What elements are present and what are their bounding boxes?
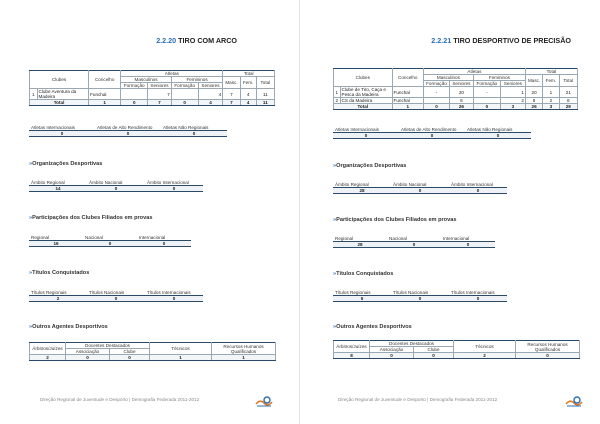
col-ambito-internacional: Âmbito Internacional	[145, 180, 203, 186]
row-index: 1	[30, 89, 38, 100]
val-titulos-regionais: 2	[29, 296, 87, 302]
col-clubes: Clubes	[30, 71, 89, 89]
val-atletas-internacionais: 0	[29, 131, 95, 137]
cell-fem-seniores: 4	[198, 89, 223, 100]
col-atletas-alto-rendimento: Atletas de Alto Rendimento	[399, 127, 465, 133]
val-titulos-nacionais: 0	[391, 296, 449, 302]
col-titulos-regionais: Títulos Regionais	[333, 290, 391, 296]
val-atletas-alto-rendimento: 0	[95, 131, 161, 137]
val-nacional: 0	[83, 241, 137, 247]
section-title: Participações dos Clubes Filiados em provas	[32, 215, 153, 221]
section-marker: »	[333, 163, 337, 169]
col-total: Total	[223, 71, 275, 77]
col-recursos-humanos: Recursos Humanos Qualificados	[212, 343, 276, 355]
section-title: Participações dos Clubes Filiados em provas	[336, 217, 457, 223]
val-nacional: 0	[387, 242, 441, 248]
col-recursos-humanos: Recursos Humanos Qualificados	[516, 341, 580, 353]
col-atletas-nao-regionais: Atletas Não Regionais	[161, 125, 227, 131]
section-marker: »	[29, 270, 33, 276]
total-masc-seniores: 7	[148, 100, 172, 106]
footer-text: Direção Regional de Juventude e Desporto | Demografia Federada 2011-2012	[40, 397, 200, 402]
cell-fem-seniores: 1	[500, 87, 525, 98]
other-agents-table	[29, 342, 276, 361]
col-ambito-nacional: Âmbito Nacional	[87, 180, 145, 186]
col-atletas-alto-rendimento: Atletas de Alto Rendimento	[95, 125, 161, 131]
col-clubes: Clubes	[334, 69, 393, 87]
val-ambito-internacional: 0	[449, 188, 507, 194]
val-ambito-nacional: 0	[87, 186, 145, 192]
col-ambito-regional: Âmbito Regional	[333, 182, 391, 188]
section-participacoes	[333, 217, 456, 223]
val-ambito-regional: 28	[333, 188, 391, 194]
col-titulos-internacionais: Títulos Internacionais	[449, 290, 507, 296]
cell-total-total: 11	[256, 89, 274, 100]
col-arbitros: Árbitros/Juízes	[334, 341, 370, 353]
cell-masc-formacao: -	[423, 87, 449, 98]
total-concelho: 1	[392, 104, 423, 110]
col-associacao: Associação	[370, 347, 414, 353]
col-total-masc: Masc.	[525, 75, 542, 87]
val-clube: 0	[110, 355, 150, 361]
titles-table	[29, 290, 203, 302]
col-fem-formacao: Formação	[473, 81, 500, 87]
total-row	[334, 104, 578, 110]
col-masc-seniores: Seniores	[148, 83, 172, 89]
col-arbitros: Árbitros/Juízes	[30, 343, 66, 355]
col-docentes: Docentes Destacados	[370, 341, 454, 347]
col-titulos-nacionais: Títulos Nacionais	[87, 290, 145, 296]
col-docentes: Docentes Destacados	[66, 343, 150, 349]
total-row	[30, 100, 275, 106]
col-tecnicos: Técnicos	[454, 341, 516, 353]
val-regional: 16	[29, 241, 83, 247]
col-masculinos: Masculinos	[121, 77, 171, 83]
col-concelho: Concelho	[392, 69, 423, 87]
col-clube: Clube	[110, 349, 150, 355]
page-title	[156, 36, 237, 45]
cell-fem-seniores: 2	[500, 98, 525, 104]
val-regional: 28	[333, 242, 387, 248]
col-fem-formacao: Formação	[171, 83, 198, 89]
val-arbitros: 8	[334, 353, 370, 359]
val-ambito-regional: 14	[29, 186, 87, 192]
val-atletas-internacionais: 0	[333, 133, 399, 139]
val-recursos-humanos: 1	[212, 355, 276, 361]
cell-total-fem: 2	[543, 98, 559, 104]
col-atletas: Atletas	[423, 69, 525, 75]
total-masc-seniores: 26	[449, 104, 473, 110]
total-fem-formacao: 0	[473, 104, 500, 110]
col-regional: Regional	[29, 235, 83, 241]
val-tecnicos: 2	[454, 353, 516, 359]
col-nacional: Nacional	[387, 236, 441, 242]
total-total-fem: 4	[240, 100, 256, 106]
col-clube: Clube	[414, 347, 454, 353]
col-total-total: Total	[256, 77, 274, 89]
section-organizacoes	[333, 163, 406, 169]
row-index: 1	[334, 87, 341, 98]
col-masc-formacao: Formação	[121, 83, 148, 89]
col-total-fem: Fem.	[240, 77, 256, 89]
col-total-total: Total	[559, 75, 578, 87]
total-fem-seniores: 3	[500, 104, 525, 110]
val-internacional: 0	[441, 242, 495, 248]
other-agents-table	[333, 340, 580, 359]
col-associacao: Associação	[66, 349, 110, 355]
total-total-total: 29	[559, 104, 578, 110]
val-titulos-regionais: 5	[333, 296, 391, 302]
val-tecnicos: 1	[150, 355, 212, 361]
footer-text: Direção Regional de Juventude e Desporto | Demografia Federada 2011-2012	[338, 397, 498, 402]
col-masculinos: Masculinos	[423, 75, 473, 81]
cell-fem-formacao	[171, 89, 198, 100]
col-tecnicos: Técnicos	[150, 343, 212, 355]
col-total-fem: Fem.	[543, 75, 559, 87]
col-nacional: Nacional	[83, 235, 137, 241]
val-associacao: 0	[370, 353, 414, 359]
participations-table	[333, 236, 495, 248]
cell-total-masc: 6	[525, 98, 542, 104]
row-index: 2	[335, 98, 339, 103]
total-masc-formacao: 0	[121, 100, 148, 106]
section-marker: »	[29, 161, 33, 167]
section-titulos	[29, 270, 89, 276]
total-label: Total	[30, 100, 89, 106]
total-fem-seniores: 4	[198, 100, 223, 106]
col-atletas-nao-regionais: Atletas Não Regionais	[465, 127, 531, 133]
club-concelho: Funchal	[89, 89, 121, 100]
right-page	[300, 0, 600, 424]
section-title: Títulos Conquistados	[32, 270, 90, 276]
section-outros-agentes	[333, 324, 412, 330]
cell-masc-seniores: 20	[449, 87, 473, 98]
cell-total-fem: 1	[543, 87, 559, 98]
val-clube: 0	[414, 353, 454, 359]
cell-total-total: 8	[559, 98, 578, 104]
col-internacional: Internacional	[137, 235, 191, 241]
val-arbitros: 2	[30, 355, 66, 361]
col-ambito-nacional: Âmbito Nacional	[391, 182, 449, 188]
col-regional: Regional	[333, 236, 387, 242]
col-ambito-internacional: Âmbito Internacional	[449, 182, 507, 188]
section-outros-agentes	[29, 324, 108, 330]
club-name: Clube Aventura da Madeira	[37, 89, 89, 100]
col-titulos-nacionais: Títulos Nacionais	[391, 290, 449, 296]
cell-masc-seniores: 6	[449, 98, 473, 104]
table-row	[334, 87, 578, 98]
val-ambito-nacional: 0	[391, 188, 449, 194]
col-masc-seniores: Seniores	[449, 81, 473, 87]
club-name: Clube de Tiro, Caça e Pesca da Madeira	[340, 87, 392, 98]
section-title: Organizações Desportivas	[336, 163, 407, 169]
participations-table	[29, 235, 191, 247]
cell-fem-formacao: -	[473, 87, 500, 98]
val-internacional: 0	[137, 241, 191, 247]
col-femininos: Femininos	[473, 75, 525, 81]
club-name: CS da Madeira	[340, 98, 392, 104]
col-fem-seniores: Seniores	[500, 81, 525, 87]
organizations-table	[29, 180, 203, 192]
col-atletas-internacionais: Atletas Internacionais	[29, 125, 95, 131]
title-number: 2.2.20	[156, 36, 177, 45]
club-concelho: Funchal	[392, 87, 423, 98]
col-masc-formacao: Formação	[423, 81, 449, 87]
total-total-total: 11	[256, 100, 274, 106]
col-atletas-internacionais: Atletas Internacionais	[333, 127, 399, 133]
title-text: TIRO DESPORTIVO DE PRECISÃO	[453, 36, 571, 45]
val-ambito-internacional: 0	[145, 186, 203, 192]
col-total: Total	[525, 69, 577, 75]
val-associacao: 0	[66, 355, 110, 361]
section-titulos	[333, 271, 393, 277]
title-text: TIRO COM ARCO	[178, 36, 237, 45]
section-marker: »	[29, 215, 33, 221]
drjd-logo-icon	[255, 396, 273, 408]
val-recursos-humanos: 0	[516, 353, 580, 359]
section-marker: »	[333, 324, 337, 330]
section-title: Organizações Desportivas	[32, 161, 103, 167]
col-total-masc: Masc.	[223, 77, 240, 89]
total-masc-formacao: 0	[423, 104, 449, 110]
col-titulos-internacionais: Títulos Internacionais	[145, 290, 203, 296]
total-label: Total	[334, 104, 393, 110]
col-atletas: Atletas	[121, 71, 223, 77]
section-marker: »	[333, 271, 337, 277]
section-participacoes	[29, 215, 152, 221]
col-titulos-regionais: Títulos Regionais	[29, 290, 87, 296]
athletes-table	[29, 125, 227, 137]
titles-table	[333, 290, 507, 302]
total-fem-formacao: 0	[171, 100, 198, 106]
val-atletas-nao-regionais: 0	[465, 133, 531, 139]
athletes-table	[333, 127, 531, 139]
section-title: Outros Agentes Desportivos	[32, 324, 108, 330]
val-titulos-internacionais: 0	[145, 296, 203, 302]
section-marker: »	[333, 217, 337, 223]
cell-total-masc: 7	[223, 89, 240, 100]
title-number: 2.2.21	[431, 36, 452, 45]
table-row	[30, 89, 275, 100]
val-atletas-alto-rendimento: 0	[399, 133, 465, 139]
page-title	[431, 36, 571, 45]
cell-masc-seniores: 7	[148, 89, 172, 100]
col-internacional: Internacional	[441, 236, 495, 242]
total-concelho: 1	[89, 100, 121, 106]
clubs-table	[333, 68, 578, 110]
val-titulos-nacionais: 0	[87, 296, 145, 302]
col-fem-seniores: Seniores	[198, 83, 223, 89]
section-title: Títulos Conquistados	[336, 271, 394, 277]
col-ambito-regional: Âmbito Regional	[29, 180, 87, 186]
total-total-masc: 26	[525, 104, 542, 110]
cell-total-fem: 4	[240, 89, 256, 100]
drjd-logo-icon	[565, 396, 583, 408]
col-femininos: Femininos	[171, 77, 223, 83]
val-titulos-internacionais: 0	[449, 296, 507, 302]
section-title: Outros Agentes Desportivos	[336, 324, 412, 330]
organizations-table	[333, 182, 507, 194]
club-concelho: Funchal	[392, 98, 423, 104]
section-marker: »	[29, 324, 33, 330]
total-total-masc: 7	[223, 100, 240, 106]
clubs-table	[29, 70, 275, 106]
cell-total-masc: 20	[525, 87, 542, 98]
section-organizacoes	[29, 161, 102, 167]
total-total-fem: 3	[543, 104, 559, 110]
col-concelho: Concelho	[89, 71, 121, 89]
cell-masc-formacao	[121, 89, 148, 100]
cell-total-total: 21	[559, 87, 578, 98]
val-atletas-nao-regionais: 0	[161, 131, 227, 137]
